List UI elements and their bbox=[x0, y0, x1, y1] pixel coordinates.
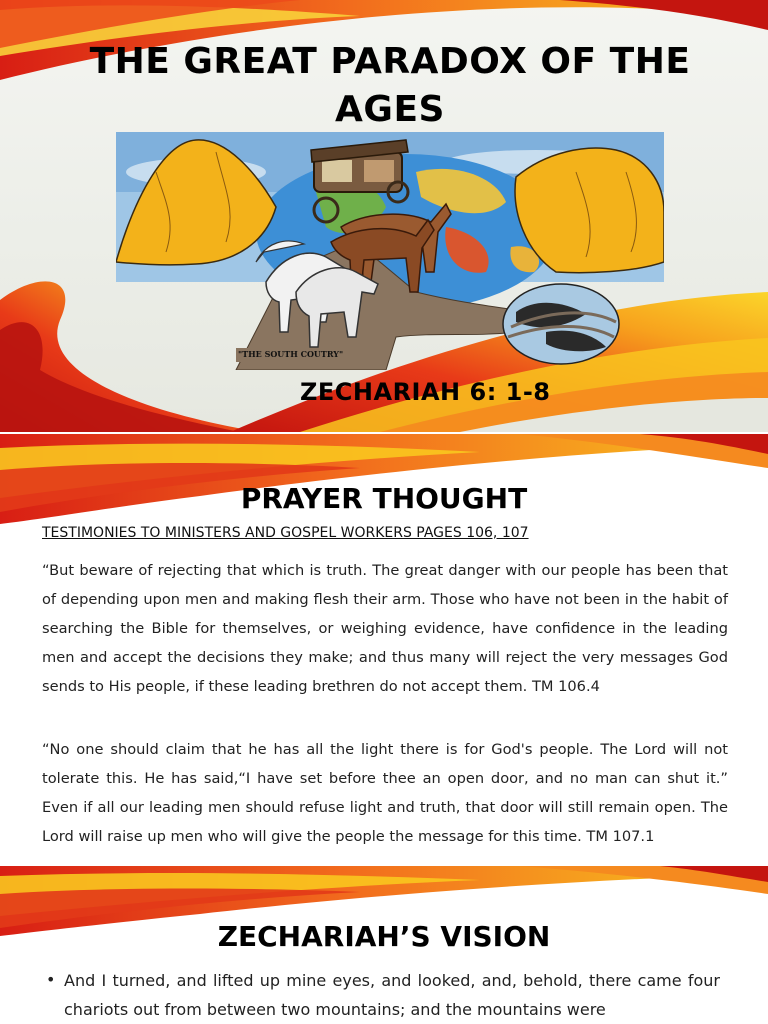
prayer-thought-slide bbox=[0, 434, 768, 864]
slide-heading: PRAYER THOUGHT bbox=[240, 482, 528, 515]
source-reference: TESTIMONIES TO MINISTERS AND GOSPEL WORKERS PAGES 106, 107 bbox=[42, 525, 529, 541]
quote-paragraph-2: “No one should claim that he has all the light there is for God's people. The Lord will not tolerate this. He has said,“I have set before thee an open door, and no man can shut it.” Even if all our leading men should refuse light and truth, that door will still remain open. The Lord will raise up men who will give the people the message for this time. TM 107.1 bbox=[42, 741, 728, 845]
vision-slide bbox=[0, 866, 768, 1024]
illustration-caption: "THE SOUTH COUTRY" bbox=[238, 349, 344, 359]
bullet-text: And I turned, and lifted up mine eyes, and looked, and, behold, there came four chariots out from between two mountains; and the mountains were bbox=[64, 971, 720, 1019]
title-slide bbox=[0, 0, 768, 432]
mountain-right bbox=[515, 148, 664, 273]
slide-subtitle: ZECHARIAH 6: 1-8 bbox=[300, 378, 551, 406]
quote-paragraph-1: “But beware of rejecting that which is truth. The great danger with our people has been that of depending upon men and making flesh their arm. Those who have not been in the habit of searching the Bible for themselves, or weighing evidence, have confidence in the leading men and accept the decisions they make; and thus many will reject the very messages God sends to His people, if these leading brethren do not accept them. TM 106.4 bbox=[42, 562, 728, 695]
chariots-illustration bbox=[116, 132, 664, 370]
bullet-marker: • bbox=[46, 970, 56, 989]
slide-title: THE GREAT PARADOX OF THE AGES bbox=[89, 41, 691, 130]
slide-heading: ZECHARIAH’S VISION bbox=[217, 920, 551, 953]
